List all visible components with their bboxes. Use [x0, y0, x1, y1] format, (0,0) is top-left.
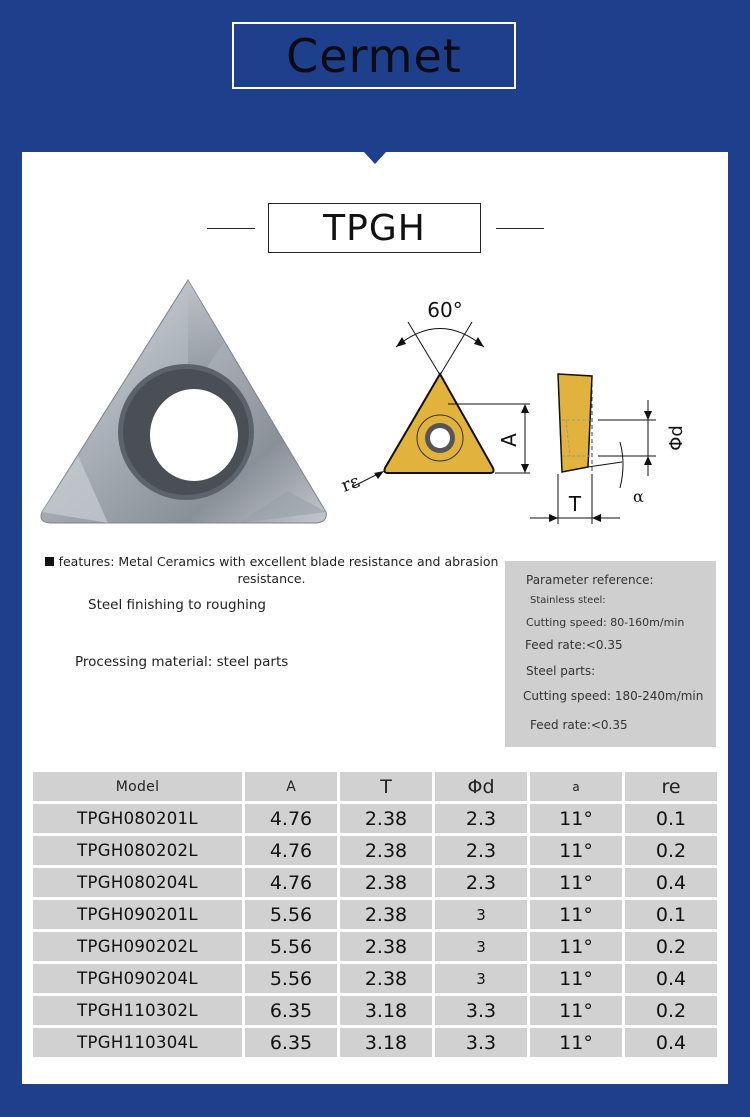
- header-a: A: [245, 772, 337, 801]
- table-header-row: [33, 772, 719, 801]
- cell-a: 4.76: [245, 836, 337, 865]
- cell-alpha: 11°: [530, 932, 622, 961]
- cell-d: 2.3: [435, 836, 527, 865]
- angle-label: 60°: [427, 298, 463, 322]
- cell-re: 0.1: [625, 804, 717, 833]
- table-row: [33, 996, 719, 1025]
- table-row: [33, 804, 719, 833]
- cell-model: TPGH080201L: [33, 804, 242, 833]
- table-row: [33, 900, 719, 929]
- table-row: [33, 1028, 719, 1057]
- spec-table: [33, 772, 719, 1060]
- dim-re-label: rε: [338, 470, 363, 497]
- cell-a: 4.76: [245, 804, 337, 833]
- bullet-square-icon: [45, 557, 54, 566]
- cell-a: 5.56: [245, 900, 337, 929]
- cell-a: 4.76: [245, 868, 337, 897]
- header-alpha: a: [530, 772, 622, 801]
- features-text: [44, 553, 499, 587]
- cell-t: 2.38: [340, 804, 432, 833]
- dim-d-label: Φd: [666, 425, 687, 451]
- cell-model: TPGH110302L: [33, 996, 242, 1025]
- cell-re: 0.1: [625, 900, 717, 929]
- cell-a: 6.35: [245, 1028, 337, 1057]
- cell-d: 3.3: [435, 1028, 527, 1057]
- cell-t: 2.38: [340, 932, 432, 961]
- header-banner: [232, 22, 516, 89]
- cell-alpha: 11°: [530, 1028, 622, 1057]
- cell-t: 2.38: [340, 964, 432, 993]
- title-rule-right: [496, 228, 544, 229]
- cell-model: TPGH090202L: [33, 932, 242, 961]
- cell-t: 3.18: [340, 996, 432, 1025]
- cell-t: 3.18: [340, 1028, 432, 1057]
- cell-model: TPGH110304L: [33, 1028, 242, 1057]
- params-stainless-speed: Cutting speed: 80-160m/min: [526, 616, 685, 629]
- cell-alpha: 11°: [530, 900, 622, 929]
- params-steel: Steel parts:: [526, 664, 596, 678]
- features-description: features: Metal Ceramics with excellent blade resistance and abrasion resistance.: [58, 554, 499, 586]
- cell-model: TPGH090204L: [33, 964, 242, 993]
- cell-d: 3: [435, 964, 527, 993]
- cell-d: 2.3: [435, 804, 527, 833]
- product-title: TPGH: [323, 207, 426, 249]
- cell-d: 3.3: [435, 996, 527, 1025]
- panel-notch: [364, 152, 386, 164]
- dimension-diagram: [330, 292, 702, 532]
- header-model: Model: [33, 772, 242, 801]
- cell-d: 3: [435, 900, 527, 929]
- title-rule-left: [207, 228, 255, 229]
- cell-d: 2.3: [435, 868, 527, 897]
- product-title-box: [268, 203, 481, 253]
- header-title: Cermet: [286, 28, 462, 83]
- table-row: [33, 868, 719, 897]
- cell-d: 3: [435, 932, 527, 961]
- header-re: re: [625, 772, 717, 801]
- header-d: Φd: [435, 772, 527, 801]
- params-steel-feed: Feed rate:<0.35: [530, 718, 628, 732]
- cell-model: TPGH090201L: [33, 900, 242, 929]
- insert-photo: [38, 276, 328, 528]
- cell-alpha: 11°: [530, 964, 622, 993]
- params-stainless: Stainless steel:: [530, 595, 606, 606]
- cell-model: TPGH080204L: [33, 868, 242, 897]
- cell-t: 2.38: [340, 868, 432, 897]
- dim-alpha-label: α: [633, 487, 644, 506]
- cell-re: 0.4: [625, 868, 717, 897]
- cell-t: 2.38: [340, 836, 432, 865]
- header-t: T: [340, 772, 432, 801]
- cell-alpha: 11°: [530, 836, 622, 865]
- table-row: [33, 932, 719, 961]
- cell-re: 0.4: [625, 1028, 717, 1057]
- application-note: Steel finishing to roughing: [88, 597, 266, 613]
- table-row: [33, 836, 719, 865]
- params-title: Parameter reference:: [526, 573, 654, 587]
- params-stainless-feed: Feed rate:<0.35: [525, 638, 623, 652]
- cell-re: 0.2: [625, 996, 717, 1025]
- cell-a: 6.35: [245, 996, 337, 1025]
- cell-t: 2.38: [340, 900, 432, 929]
- cell-re: 0.4: [625, 964, 717, 993]
- cell-model: TPGH080202L: [33, 836, 242, 865]
- cell-alpha: 11°: [530, 996, 622, 1025]
- dim-a-label: A: [497, 433, 521, 447]
- cell-a: 5.56: [245, 964, 337, 993]
- dim-t-label: T: [568, 492, 582, 516]
- cell-alpha: 11°: [530, 868, 622, 897]
- cell-re: 0.2: [625, 836, 717, 865]
- material-note: Processing material: steel parts: [75, 654, 289, 670]
- parameter-reference-box: [505, 561, 716, 747]
- cell-a: 5.56: [245, 932, 337, 961]
- params-steel-speed: Cutting speed: 180-240m/min: [523, 689, 704, 703]
- cell-re: 0.2: [625, 932, 717, 961]
- table-row: [33, 964, 719, 993]
- cell-alpha: 11°: [530, 804, 622, 833]
